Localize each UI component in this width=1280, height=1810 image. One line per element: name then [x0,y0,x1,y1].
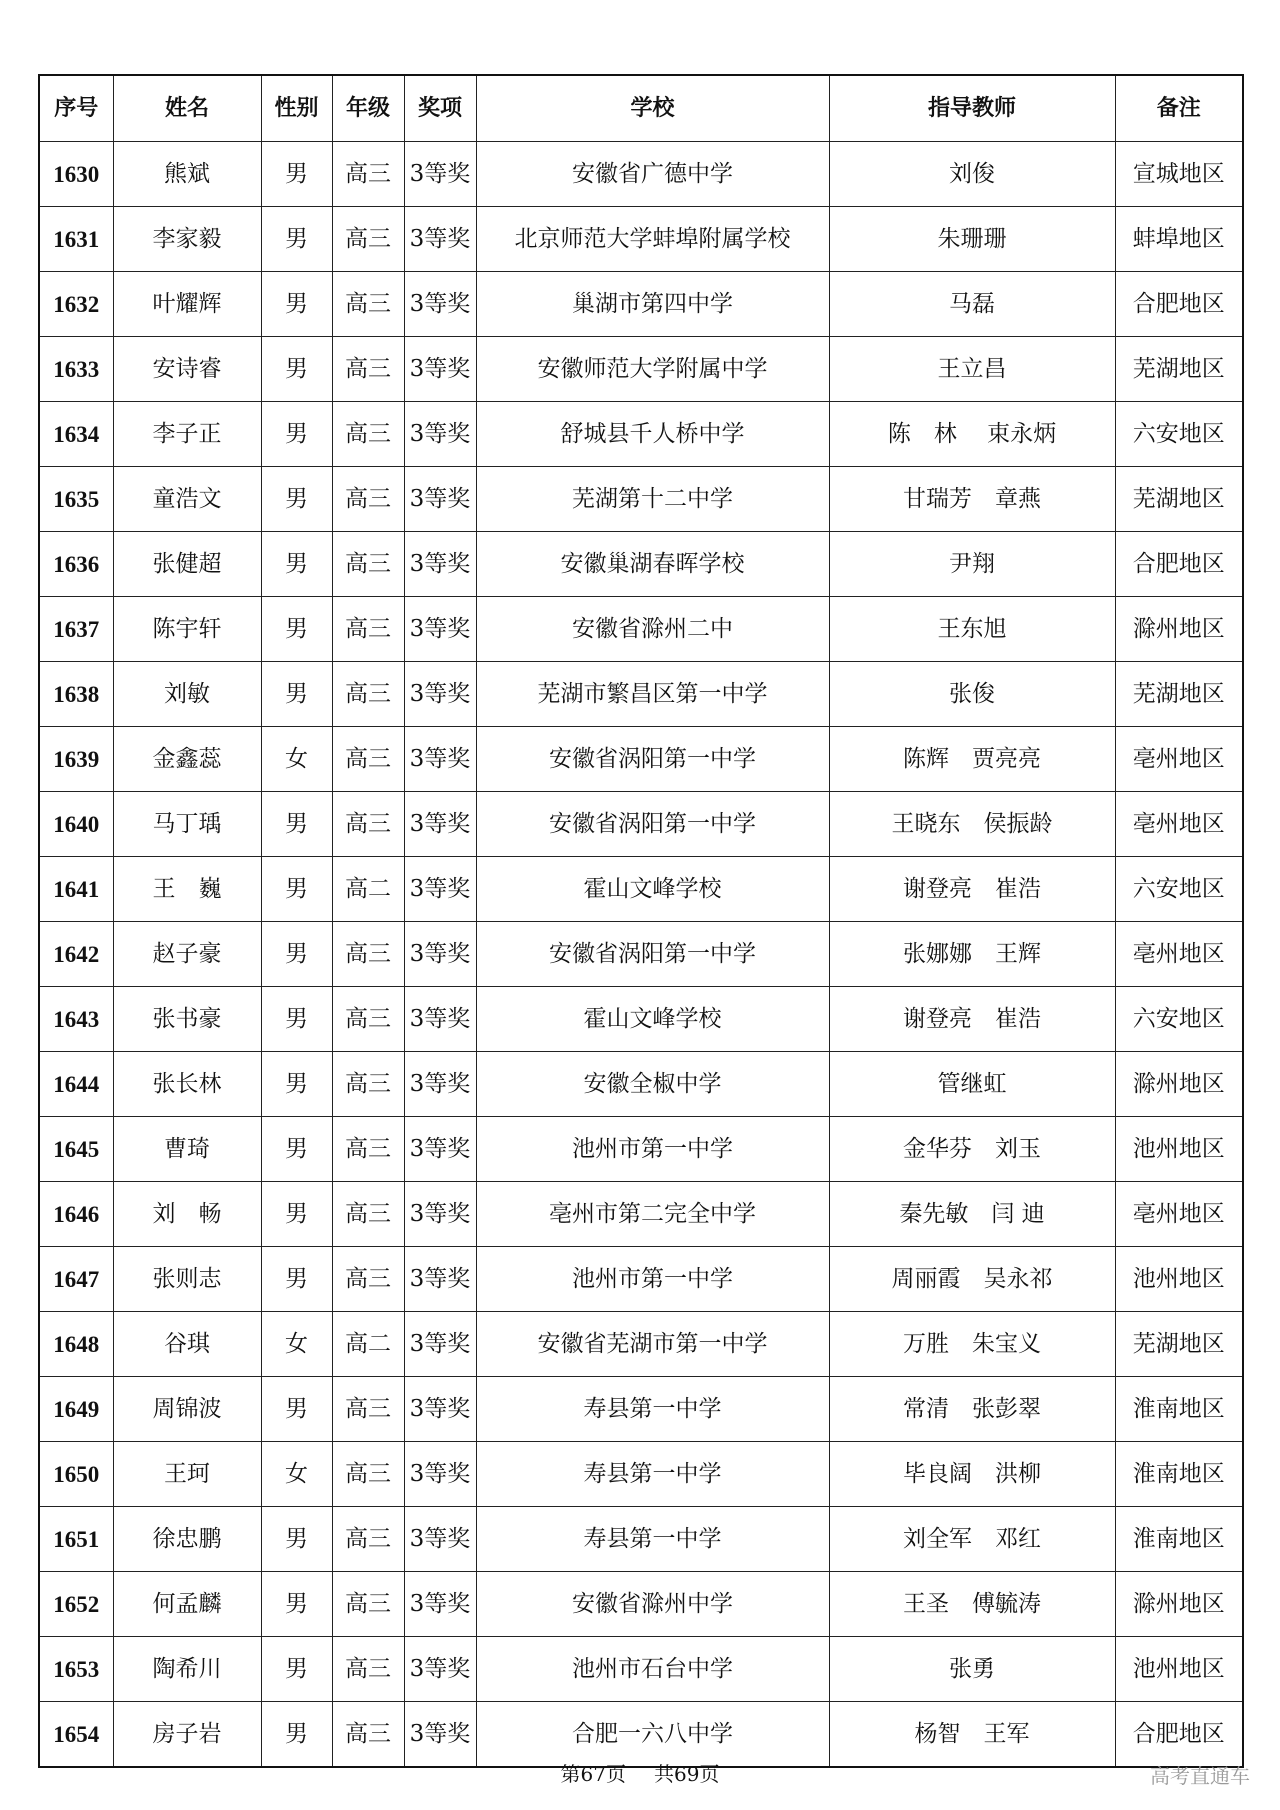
cell-name: 张长林 [113,1052,261,1117]
cell-teacher: 谢登亮 崔浩 [829,987,1115,1052]
cell-grade: 高三 [332,272,404,337]
cell-name: 张书豪 [113,987,261,1052]
cell-name: 谷琪 [113,1312,261,1377]
cell-index: 1634 [39,402,113,467]
cell-grade: 高三 [332,792,404,857]
cell-gender: 男 [261,532,332,597]
cell-name: 曹琦 [113,1117,261,1182]
table-row [39,1377,1243,1442]
cell-index: 1654 [39,1702,113,1768]
cell-name: 徐忠鹏 [113,1507,261,1572]
cell-remark: 芜湖地区 [1115,337,1243,402]
cell-gender: 男 [261,402,332,467]
table-row [39,1247,1243,1312]
cell-grade: 高三 [332,597,404,662]
table-row [39,1052,1243,1117]
cell-index: 1646 [39,1182,113,1247]
cell-remark: 滁州地区 [1115,597,1243,662]
header-name: 姓名 [113,75,261,142]
header-row [39,75,1243,142]
cell-name: 李子正 [113,402,261,467]
cell-award: 3等奖 [404,207,476,272]
cell-teacher: 尹翔 [829,532,1115,597]
cell-school: 合肥一六八中学 [476,1702,829,1768]
cell-teacher: 毕良阔 洪柳 [829,1442,1115,1507]
cell-school: 舒城县千人桥中学 [476,402,829,467]
cell-grade: 高三 [332,337,404,402]
cell-award: 3等奖 [404,272,476,337]
cell-school: 北京师范大学蚌埠附属学校 [476,207,829,272]
cell-remark: 六安地区 [1115,857,1243,922]
cell-grade: 高二 [332,857,404,922]
cell-teacher: 王晓东 侯振龄 [829,792,1115,857]
table-row [39,1312,1243,1377]
header-index: 序号 [39,75,113,142]
award-table [38,74,1244,1768]
cell-remark: 蚌埠地区 [1115,207,1243,272]
table-row [39,1572,1243,1637]
cell-grade: 高三 [332,1572,404,1637]
cell-award: 3等奖 [404,987,476,1052]
cell-gender: 男 [261,987,332,1052]
cell-grade: 高三 [332,662,404,727]
cell-remark: 六安地区 [1115,402,1243,467]
table-row [39,272,1243,337]
cell-teacher: 王东旭 [829,597,1115,662]
cell-remark: 芜湖地区 [1115,662,1243,727]
header-remark: 备注 [1115,75,1243,142]
cell-name: 张则志 [113,1247,261,1312]
cell-remark: 六安地区 [1115,987,1243,1052]
cell-remark: 池州地区 [1115,1247,1243,1312]
cell-gender: 男 [261,467,332,532]
cell-award: 3等奖 [404,1247,476,1312]
cell-grade: 高三 [332,922,404,987]
cell-school: 霍山文峰学校 [476,857,829,922]
cell-teacher: 周丽霞 吴永祁 [829,1247,1115,1312]
cell-school: 安徽省涡阳第一中学 [476,922,829,987]
cell-name: 李家毅 [113,207,261,272]
cell-school: 芜湖市繁昌区第一中学 [476,662,829,727]
table-row [39,1182,1243,1247]
cell-teacher: 甘瑞芳 章燕 [829,467,1115,532]
cell-gender: 男 [261,1117,332,1182]
cell-award: 3等奖 [404,467,476,532]
cell-index: 1641 [39,857,113,922]
cell-index: 1644 [39,1052,113,1117]
cell-school: 池州市石台中学 [476,1637,829,1702]
cell-gender: 男 [261,792,332,857]
cell-gender: 男 [261,1052,332,1117]
cell-gender: 男 [261,597,332,662]
cell-name: 刘敏 [113,662,261,727]
cell-grade: 高三 [332,987,404,1052]
table-row [39,467,1243,532]
cell-name: 叶耀辉 [113,272,261,337]
cell-grade: 高三 [332,1182,404,1247]
cell-award: 3等奖 [404,1312,476,1377]
cell-name: 赵子豪 [113,922,261,987]
cell-teacher: 万胜 朱宝义 [829,1312,1115,1377]
cell-remark: 宣城地区 [1115,142,1243,207]
cell-school: 池州市第一中学 [476,1247,829,1312]
cell-award: 3等奖 [404,1572,476,1637]
cell-name: 童浩文 [113,467,261,532]
cell-grade: 高三 [332,727,404,792]
cell-index: 1643 [39,987,113,1052]
watermark: 高考直通车 [1150,1764,1250,1788]
cell-school: 亳州市第二完全中学 [476,1182,829,1247]
cell-teacher: 金华芬 刘玉 [829,1117,1115,1182]
table-row [39,1637,1243,1702]
table-row [39,922,1243,987]
table-row [39,207,1243,272]
table-row [39,792,1243,857]
cell-index: 1631 [39,207,113,272]
table-row [39,142,1243,207]
cell-index: 1636 [39,532,113,597]
cell-grade: 高二 [332,1312,404,1377]
cell-grade: 高三 [332,1117,404,1182]
table-row [39,1117,1243,1182]
cell-award: 3等奖 [404,1702,476,1768]
table-body [39,142,1243,1768]
cell-school: 芜湖第十二中学 [476,467,829,532]
cell-grade: 高三 [332,1377,404,1442]
cell-school: 安徽省滁州中学 [476,1572,829,1637]
cell-award: 3等奖 [404,1052,476,1117]
cell-award: 3等奖 [404,1377,476,1442]
cell-index: 1649 [39,1377,113,1442]
cell-gender: 男 [261,662,332,727]
page-total: 共69页 [654,1762,720,1786]
cell-school: 安徽省芜湖市第一中学 [476,1312,829,1377]
cell-gender: 男 [261,922,332,987]
cell-gender: 男 [261,272,332,337]
cell-index: 1639 [39,727,113,792]
cell-index: 1630 [39,142,113,207]
cell-gender: 女 [261,1442,332,1507]
cell-award: 3等奖 [404,142,476,207]
cell-award: 3等奖 [404,597,476,662]
cell-remark: 滁州地区 [1115,1052,1243,1117]
cell-teacher: 马磊 [829,272,1115,337]
cell-remark: 亳州地区 [1115,1182,1243,1247]
cell-award: 3等奖 [404,922,476,987]
cell-gender: 男 [261,857,332,922]
page-footer [0,1758,1280,1787]
cell-gender: 女 [261,727,332,792]
cell-school: 安徽全椒中学 [476,1052,829,1117]
cell-name: 马丁瑀 [113,792,261,857]
cell-gender: 男 [261,1637,332,1702]
cell-award: 3等奖 [404,792,476,857]
cell-remark: 亳州地区 [1115,727,1243,792]
table-row [39,597,1243,662]
cell-award: 3等奖 [404,1442,476,1507]
cell-index: 1635 [39,467,113,532]
header-grade: 年级 [332,75,404,142]
cell-name: 房子岩 [113,1702,261,1768]
table-row [39,727,1243,792]
cell-teacher: 张勇 [829,1637,1115,1702]
table-row [39,337,1243,402]
cell-grade: 高三 [332,1702,404,1768]
cell-name: 安诗睿 [113,337,261,402]
cell-gender: 女 [261,1312,332,1377]
cell-teacher: 陈 林 束永炳 [829,402,1115,467]
cell-teacher: 朱珊珊 [829,207,1115,272]
cell-remark: 合肥地区 [1115,532,1243,597]
cell-award: 3等奖 [404,337,476,402]
award-list-sheet [38,74,1242,1768]
table-row [39,857,1243,922]
cell-index: 1645 [39,1117,113,1182]
cell-school: 池州市第一中学 [476,1117,829,1182]
cell-school: 寿县第一中学 [476,1377,829,1442]
cell-grade: 高三 [332,1052,404,1117]
cell-school: 寿县第一中学 [476,1507,829,1572]
cell-index: 1638 [39,662,113,727]
cell-index: 1637 [39,597,113,662]
cell-gender: 男 [261,207,332,272]
cell-gender: 男 [261,142,332,207]
cell-remark: 亳州地区 [1115,922,1243,987]
cell-award: 3等奖 [404,1637,476,1702]
cell-name: 王 巍 [113,857,261,922]
cell-grade: 高三 [332,1507,404,1572]
cell-index: 1632 [39,272,113,337]
cell-school: 安徽省广德中学 [476,142,829,207]
cell-remark: 淮南地区 [1115,1377,1243,1442]
table-row [39,402,1243,467]
cell-gender: 男 [261,1507,332,1572]
cell-gender: 男 [261,1182,332,1247]
cell-gender: 男 [261,337,332,402]
cell-school: 巢湖市第四中学 [476,272,829,337]
cell-teacher: 王圣 傅毓涛 [829,1572,1115,1637]
cell-name: 王珂 [113,1442,261,1507]
cell-grade: 高三 [332,1637,404,1702]
cell-name: 熊斌 [113,142,261,207]
cell-award: 3等奖 [404,857,476,922]
cell-remark: 淮南地区 [1115,1507,1243,1572]
cell-index: 1640 [39,792,113,857]
cell-index: 1650 [39,1442,113,1507]
cell-teacher: 张娜娜 王辉 [829,922,1115,987]
table-row [39,1442,1243,1507]
cell-index: 1633 [39,337,113,402]
cell-index: 1642 [39,922,113,987]
cell-remark: 亳州地区 [1115,792,1243,857]
cell-grade: 高三 [332,467,404,532]
cell-name: 何孟麟 [113,1572,261,1637]
cell-index: 1647 [39,1247,113,1312]
header-gender: 性别 [261,75,332,142]
cell-grade: 高三 [332,1247,404,1312]
cell-grade: 高三 [332,207,404,272]
cell-index: 1648 [39,1312,113,1377]
cell-school: 安徽巢湖春晖学校 [476,532,829,597]
cell-award: 3等奖 [404,662,476,727]
header-school: 学校 [476,75,829,142]
cell-teacher: 刘全军 邓红 [829,1507,1115,1572]
cell-remark: 池州地区 [1115,1637,1243,1702]
cell-school: 安徽省涡阳第一中学 [476,792,829,857]
cell-teacher: 刘俊 [829,142,1115,207]
cell-remark: 滁州地区 [1115,1572,1243,1637]
cell-remark: 芜湖地区 [1115,467,1243,532]
cell-gender: 男 [261,1377,332,1442]
cell-teacher: 陈辉 贾亮亮 [829,727,1115,792]
cell-award: 3等奖 [404,1507,476,1572]
cell-grade: 高三 [332,402,404,467]
cell-teacher: 王立昌 [829,337,1115,402]
cell-index: 1652 [39,1572,113,1637]
cell-grade: 高三 [332,1442,404,1507]
cell-teacher: 常清 张彭翠 [829,1377,1115,1442]
cell-name: 陈宇轩 [113,597,261,662]
cell-remark: 池州地区 [1115,1117,1243,1182]
cell-school: 安徽师范大学附属中学 [476,337,829,402]
table-row [39,662,1243,727]
cell-award: 3等奖 [404,532,476,597]
table-row [39,1507,1243,1572]
page-number: 第67页 [560,1762,626,1786]
cell-index: 1653 [39,1637,113,1702]
cell-name: 刘 畅 [113,1182,261,1247]
cell-school: 霍山文峰学校 [476,987,829,1052]
cell-grade: 高三 [332,142,404,207]
cell-grade: 高三 [332,532,404,597]
cell-index: 1651 [39,1507,113,1572]
cell-remark: 淮南地区 [1115,1442,1243,1507]
cell-teacher: 管继虹 [829,1052,1115,1117]
cell-name: 张健超 [113,532,261,597]
cell-remark: 芜湖地区 [1115,1312,1243,1377]
header-award: 奖项 [404,75,476,142]
cell-remark: 合肥地区 [1115,1702,1243,1768]
cell-award: 3等奖 [404,402,476,467]
cell-gender: 男 [261,1247,332,1312]
cell-name: 陶希川 [113,1637,261,1702]
cell-teacher: 张俊 [829,662,1115,727]
table-row [39,987,1243,1052]
cell-teacher: 秦先敏 闫 迪 [829,1182,1115,1247]
header-teacher: 指导教师 [829,75,1115,142]
cell-name: 周锦波 [113,1377,261,1442]
cell-school: 寿县第一中学 [476,1442,829,1507]
cell-teacher: 杨智 王军 [829,1702,1115,1768]
cell-award: 3等奖 [404,1117,476,1182]
cell-award: 3等奖 [404,1182,476,1247]
cell-award: 3等奖 [404,727,476,792]
cell-teacher: 谢登亮 崔浩 [829,857,1115,922]
cell-school: 安徽省涡阳第一中学 [476,727,829,792]
cell-remark: 合肥地区 [1115,272,1243,337]
cell-school: 安徽省滁州二中 [476,597,829,662]
table-row [39,532,1243,597]
cell-gender: 男 [261,1702,332,1768]
cell-gender: 男 [261,1572,332,1637]
cell-name: 金鑫蕊 [113,727,261,792]
